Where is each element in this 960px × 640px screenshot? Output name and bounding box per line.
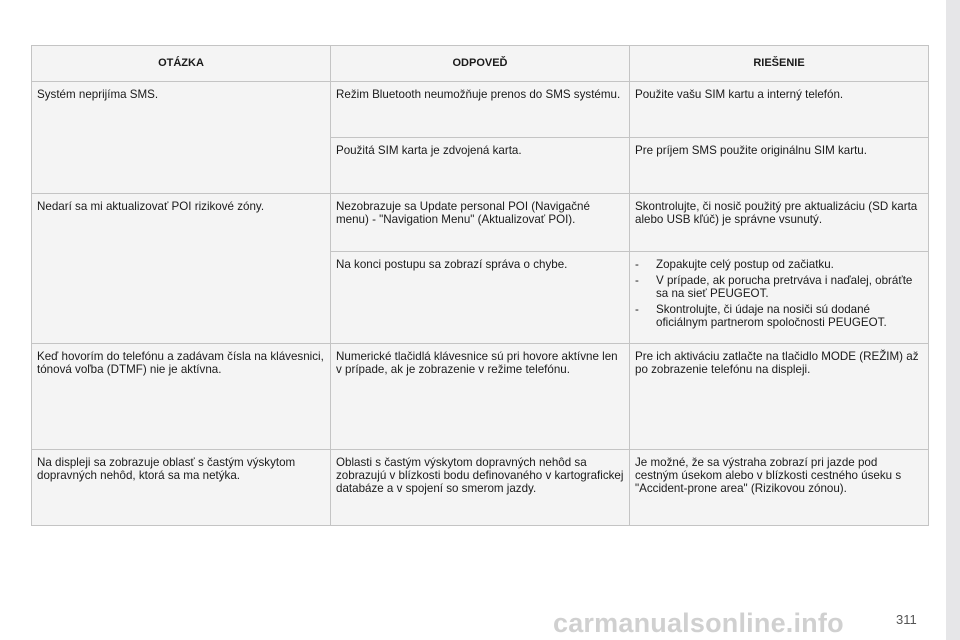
solution-text: Pre ich aktiváciu zatlačte na tlačidlo MODE (REŽIM) až po zobrazenie telefónu na displeji. [635,350,919,376]
question-cell [32,344,331,450]
faq-table [31,45,929,526]
table-header-row [32,46,929,82]
step-text: V prípade, ak porucha pretrváva i naďalej, obráťte sa na sieť PEUGEOT. [656,274,913,300]
solution-cell [630,252,929,344]
solution-cell [630,344,929,450]
solution-cell [630,194,929,252]
answer-cell [331,344,630,450]
solution-text: Skontrolujte, či nosič použitý pre aktualizáciu (SD karta alebo USB kľúč) je správne vsunutý. [635,200,918,226]
answer-text: Režim Bluetooth neumožňuje prenos do SMS systému. [336,88,621,101]
solution-cell [630,138,929,194]
step-marker: - [635,274,639,287]
header-solution: RIEŠENIE [630,46,929,82]
table-row [32,194,929,252]
answer-cell [331,82,630,138]
page-number: 311 [896,612,917,627]
list-item [635,303,923,329]
answer-cell [331,194,630,252]
step-text: Skontrolujte, či údaje na nosiči sú dodané oficiálnym partnerom spoločnosti PEUGEOT. [656,303,887,329]
answer-text: Na konci postupu sa zobrazí správa o chybe. [336,258,568,271]
step-marker: - [635,303,639,316]
solution-cell [630,82,929,138]
header-answer: ODPOVEĎ [331,46,630,82]
step-marker: - [635,258,639,271]
solution-steps [630,252,928,336]
list-item [635,274,923,300]
answer-text: Použitá SIM karta je zdvojená karta. [336,144,522,157]
list-item [635,258,923,271]
answer-cell [331,252,630,344]
question-cell [32,82,331,194]
question-cell [32,194,331,344]
answer-cell [331,450,630,526]
answer-text: Numerické tlačidlá klávesnice sú pri hovore aktívne len v prípade, ak je zobrazenie v režime telefónu. [336,350,618,376]
header-question: OTÁZKA [32,46,331,82]
question-cell [32,450,331,526]
question-text: Na displeji sa zobrazuje oblasť s častým výskytom dopravných nehôd, ktorá sa ma netýka. [37,456,296,482]
solution-text: Použite vašu SIM kartu a interný telefón. [635,88,844,101]
answer-text: Oblasti s častým výskytom dopravných nehôd sa zobrazujú v blízkosti bodu definovaného v kartografickej databáze a v spojení so smerom jazdy. [336,456,624,495]
watermark: carmanualsonline.info [553,608,844,638]
page-edge-strip [946,0,960,640]
solution-step-list [635,258,923,329]
answer-cell [331,138,630,194]
question-text: Keď hovorím do telefónu a zadávam čísla na klávesnici, tónová voľba (DTMF) nie je aktívna. [37,350,324,376]
table-row [32,82,929,138]
question-text: Systém neprijíma SMS. [37,88,159,101]
question-text: Nedarí sa mi aktualizovať POI rizikové zóny. [37,200,265,213]
answer-text: Nezobrazuje sa Update personal POI (Navigačné menu) - "Navigation Menu" (Aktualizovať POI). [336,200,590,226]
step-text: Zopakujte celý postup od začiatku. [656,258,834,271]
table-row [32,450,929,526]
table-row [32,344,929,450]
solution-text: Je možné, že sa výstraha zobrazí pri jazde pod cestným úsekom alebo v blízkosti cestného úseku s "Accident-prone area" (Rizikovou zónou). [635,456,902,495]
solution-cell [630,450,929,526]
solution-text: Pre príjem SMS použite originálnu SIM kartu. [635,144,867,157]
